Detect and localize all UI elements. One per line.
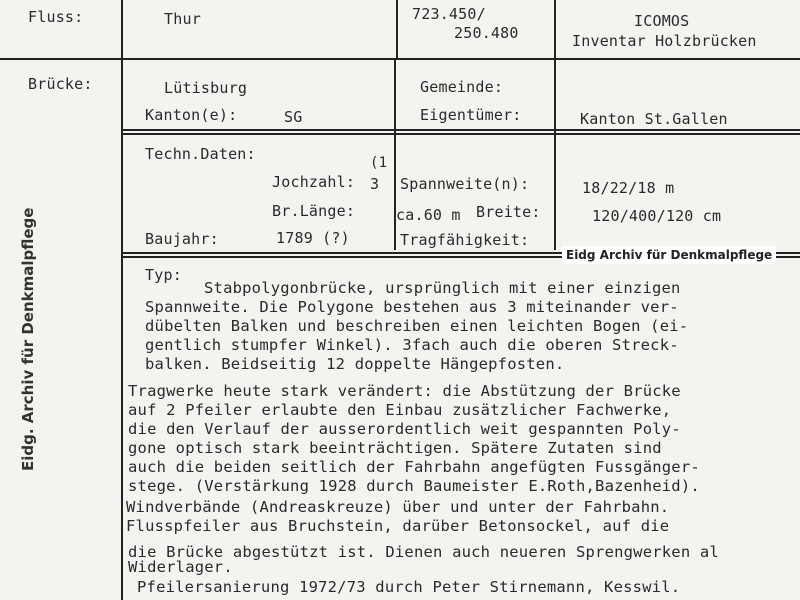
header-bottom-rule: [0, 58, 800, 60]
bridge-divider-2: [554, 60, 556, 250]
desc-line-11: Pfeilersanierung 1972/73 durch Peter Stirnemann, Kesswil.: [137, 578, 681, 596]
left-column-rule: [121, 0, 123, 600]
desc-line-2: auf 2 Pfeiler erlaubte den Einbau zusätzlicher Fachwerke,: [128, 401, 672, 419]
typ-line-3: dübelten Balken und beschreiben einen leichten Bogen (ei-: [145, 317, 689, 335]
eigentuemer-value: Kanton St.Gallen: [580, 110, 728, 128]
org-name: ICOMOS: [634, 12, 690, 30]
jochzahl-value: 3: [370, 175, 380, 193]
fluss-value: Thur: [164, 10, 201, 28]
kanton-value: SG: [284, 108, 303, 126]
footnote-marker: (1: [370, 155, 388, 171]
breite-label: Breite:: [476, 203, 541, 221]
org-inventory: Inventar Holzbrücken: [572, 32, 757, 50]
bruecke-value: Lütisburg: [164, 79, 248, 97]
desc-line-4: gone optisch stark beeinträchtigen. Spätere Zutaten sind: [128, 439, 662, 457]
spannweite-value: 18/22/18 m: [582, 179, 675, 197]
laenge-label: Br.Länge:: [272, 202, 356, 220]
baujahr-label: Baujahr:: [145, 230, 219, 248]
bridge-section-double-rule: [121, 129, 800, 135]
desc-line-10: Widerlager.: [128, 558, 233, 576]
desc-line-8: Flusspfeiler aus Bruchstein, darüber Betonsockel, auf die: [126, 517, 670, 535]
desc-line-3: die den Verlauf der ausserordentlich weit gespannten Poly-: [128, 420, 681, 438]
header-divider-2: [554, 0, 556, 60]
bruecke-label: Brücke:: [28, 75, 93, 93]
typ-line-1: Stabpolygonbrücke, ursprünglich mit einer einzigen: [204, 279, 681, 297]
typ-label: Typ:: [145, 266, 182, 284]
coordinate-line-1: 723.450/: [412, 5, 486, 23]
typ-line-5: balken. Beidseitig 12 doppelte Hängepfosten.: [145, 355, 565, 373]
breite-value: 120/400/120 cm: [592, 207, 722, 225]
desc-line-7: Windverbände (Andreaskreuze) über und unter der Fahrbahn.: [126, 498, 670, 516]
eigentuemer-label: Eigentümer:: [420, 106, 522, 124]
desc-line-1: Tragwerke heute stark verändert: die Abstützung der Brücke: [128, 382, 681, 400]
typ-line-2: Spannweite. Die Polygone bestehen aus 3 miteinander ver-: [145, 298, 679, 316]
coordinate-line-2: 250.480: [454, 24, 519, 42]
laenge-value: ca.60 m: [396, 206, 461, 224]
gemeinde-label: Gemeinde:: [420, 78, 504, 96]
desc-line-6: stege. (Verstärkung 1928 durch Baumeister E.Roth,Bazenheid).: [128, 477, 700, 495]
typ-line-4: gentlich stumpfer Winkel). 3fach auch die oberen Streck-: [145, 336, 679, 354]
desc-line-9: die Brücke abgestützt ist. Dienen auch neueren Sprengwerken al: [128, 543, 719, 561]
header-divider-1: [396, 0, 398, 60]
tragfaehigkeit-label: Tragfähigkeit:: [400, 231, 530, 249]
spannweite-label: Spannweite(n):: [400, 175, 530, 193]
archive-vertical-label: Eidg. Archiv für Denkmalpflege: [19, 207, 37, 471]
baujahr-value: 1789 (?): [276, 229, 350, 247]
fluss-label: Fluss:: [28, 8, 84, 26]
desc-line-5: auch die beiden seitlich der Fahrbahn angefügten Fussgänger-: [128, 458, 700, 476]
tech-title: Techn.Daten:: [145, 145, 256, 163]
kanton-label: Kanton(e):: [145, 106, 238, 124]
jochzahl-label: Jochzahl:: [272, 173, 356, 191]
archive-stamp: Eidg Archiv für Denkmalpflege: [562, 246, 776, 264]
